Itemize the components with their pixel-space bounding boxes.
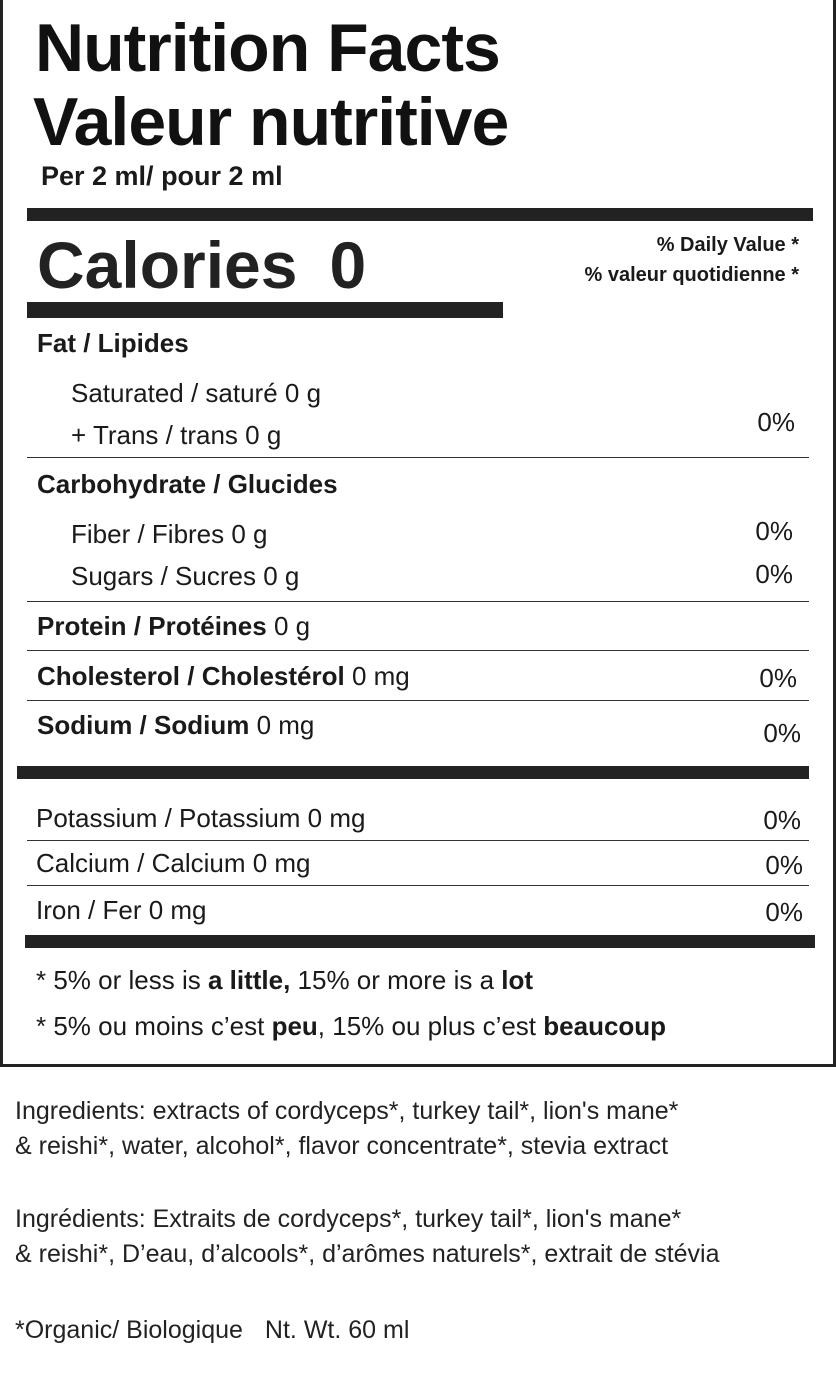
sugars-daily-value: 0%	[755, 559, 793, 589]
calories-value: 0	[329, 228, 367, 302]
footnote-en	[36, 965, 533, 996]
calcium-daily-value: 0%	[765, 850, 803, 880]
ingredients-en-line-2: & reishi*, water, alcohol*, flavor concentrate*, stevia extract	[15, 1132, 669, 1160]
sodium-label: Sodium / Sodium	[37, 710, 250, 740]
sodium-amount: 0 mg	[249, 710, 315, 740]
divider	[27, 601, 809, 602]
potassium-label: Potassium / Potassium 0 mg	[36, 803, 366, 833]
cholesterol-label: Cholesterol / Cholestérol	[37, 661, 345, 691]
footnote-text: * 5% or less is	[36, 965, 208, 995]
sodium-daily-value: 0%	[763, 718, 801, 748]
fat-daily-value: 0%	[757, 407, 795, 437]
cholesterol-amount: 0 mg	[344, 661, 410, 691]
footnote-emphasis: a little,	[207, 965, 291, 995]
sugars-label: Sugars / Sucres 0 g	[71, 561, 300, 591]
potassium-daily-value: 0%	[763, 805, 801, 835]
protein-row	[37, 613, 310, 639]
saturated-label: Saturated / saturé 0 g	[71, 378, 322, 408]
sodium-row	[37, 712, 314, 738]
cholesterol-daily-value: 0%	[759, 663, 797, 693]
divider	[27, 840, 809, 841]
title-en: Nutrition Facts	[35, 10, 500, 86]
divider	[27, 885, 809, 886]
footnote-emphasis: beaucoup	[543, 1011, 667, 1041]
calories-label	[37, 228, 367, 302]
protein-amount: 0 g	[266, 611, 311, 641]
trans-label: + Trans / trans 0 g	[71, 420, 282, 450]
daily-value-header-fr: % valeur quotidienne *	[584, 264, 799, 286]
fat-label: Fat / Lipides	[37, 328, 189, 358]
organic-note	[15, 1313, 409, 1348]
divider	[27, 457, 809, 458]
divider	[27, 700, 809, 701]
footnote-emphasis: peu	[271, 1011, 318, 1041]
ingredients-fr-line-1: Ingrédients: Extraits de cordyceps*, turkey tail*, lion's mane*	[15, 1205, 682, 1233]
thick-rule-middle	[17, 766, 809, 779]
footnote-text: 15% or more is a	[290, 965, 502, 995]
calories-rule	[27, 302, 503, 318]
divider	[27, 650, 809, 651]
footnote-emphasis: lot	[501, 965, 534, 995]
ingredients-en-line-1: Ingredients: extracts of cordyceps*, turkey tail*, lion's mane*	[15, 1097, 679, 1125]
serving-size: Per 2 ml/ pour 2 ml	[41, 161, 283, 191]
carbohydrate-label: Carbohydrate / Glucides	[37, 469, 338, 499]
net-weight: Nt. Wt. 60 ml	[264, 1316, 410, 1344]
daily-value-header-en: % Daily Value *	[656, 234, 799, 256]
thick-rule-bottom	[25, 935, 815, 948]
footnote-text: , 15% ou plus c’est	[317, 1011, 544, 1041]
ingredients-fr-line-2: & reishi*, D’eau, d’alcools*, d’arômes naturels*, extrait de stévia	[15, 1240, 720, 1268]
fiber-label: Fiber / Fibres 0 g	[71, 519, 268, 549]
footnote-text: * 5% ou moins c’est	[36, 1011, 272, 1041]
organic-label: *Organic/ Biologique	[15, 1316, 243, 1344]
cholesterol-row	[37, 663, 410, 689]
title-fr: Valeur nutritive	[33, 84, 509, 160]
iron-label: Iron / Fer 0 mg	[36, 895, 207, 925]
calcium-label: Calcium / Calcium 0 mg	[36, 848, 311, 878]
protein-label: Protein / Protéines	[37, 611, 267, 641]
footnote-fr	[36, 1011, 666, 1042]
fiber-daily-value: 0%	[755, 516, 793, 546]
iron-daily-value: 0%	[765, 897, 803, 927]
thick-rule-top	[27, 208, 813, 221]
calories-text: Calories	[37, 228, 298, 302]
